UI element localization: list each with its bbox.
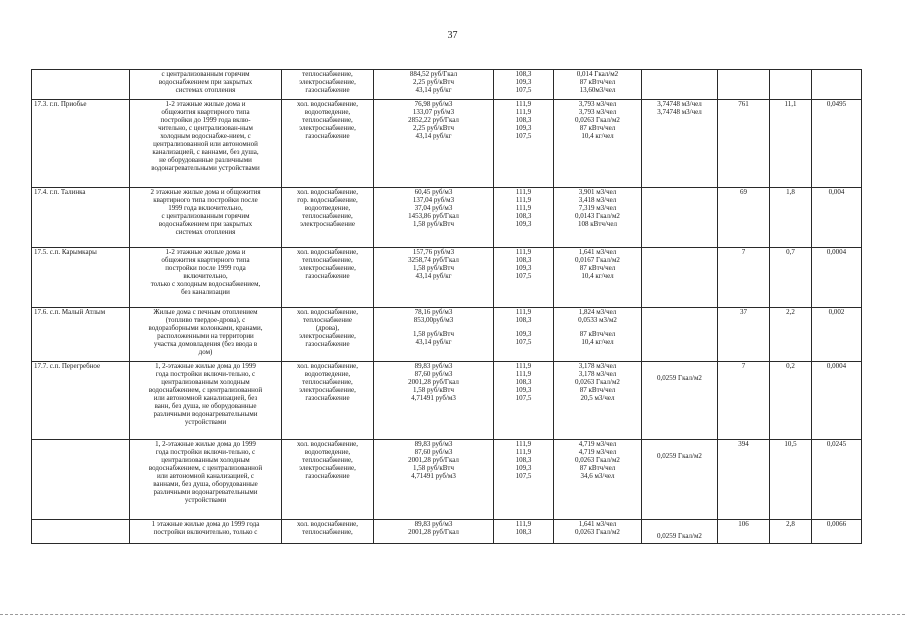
cell-line: года постройки включи-тельно, с <box>155 448 256 456</box>
cell-line: 1 этажные жилые дома до 1999 года <box>151 520 260 528</box>
description-cell <box>130 440 282 520</box>
cell-line: 1,641 м3/чел <box>578 248 617 256</box>
cell-line: водоснабжением, с централизованной <box>148 386 263 394</box>
cell-line: 43,14 руб/кг <box>415 272 452 280</box>
cell-line: 0,0167 Гкал/м2 <box>575 256 620 264</box>
cell-line: 111,9 <box>515 248 532 256</box>
cell-line: 109,3 <box>515 264 532 272</box>
cell-line: 0,0263 Гкал/м2 <box>575 378 620 386</box>
cell-line: централизованным холодным <box>161 456 250 464</box>
services-cell <box>282 70 374 100</box>
cell-line: 109,3 <box>515 78 532 86</box>
value-2-cell: 10,5 <box>770 440 812 520</box>
services-cell <box>282 308 374 362</box>
value-3-cell: 0,002 <box>812 308 862 362</box>
cell-line: 108,3 <box>515 256 532 264</box>
settlement-cell <box>32 70 130 100</box>
value-3-cell: 0,0066 <box>812 520 862 544</box>
cell-line: постройки после 1999 года <box>165 264 246 272</box>
cell-line: 10,4 кг/чел <box>581 272 614 280</box>
table-body <box>32 70 862 544</box>
cell-line: 0,0259 Гкал/м2 <box>657 374 702 382</box>
cell-line: газоснабжение <box>305 132 350 140</box>
cell-line: 108,3 <box>515 456 532 464</box>
norms-secondary-cell <box>642 188 718 248</box>
settlement-cell: 17.3. г.п. Приобье <box>32 100 130 188</box>
cell-line: без канализации <box>181 288 230 296</box>
cell-line: теплоснабжение, <box>302 256 353 264</box>
cell-line: 111,9 <box>515 370 532 378</box>
cell-line: 107,5 <box>515 472 532 480</box>
cell-line: 1,641 м3/чел <box>578 520 617 528</box>
settlement-cell: 17.4. г.п. Талинка <box>32 188 130 248</box>
norms-cell <box>554 70 642 100</box>
norms-secondary-cell <box>642 100 718 188</box>
cell-line: постройки до 1999 года вклю- <box>160 116 251 124</box>
tariffs-cell <box>374 440 494 520</box>
norms-secondary-cell <box>642 362 718 440</box>
norms-cell <box>554 362 642 440</box>
cell-line: 43,14 руб/кг <box>415 132 452 140</box>
cell-line: холодным водоснабже-нием, с <box>160 132 251 140</box>
cell-line: 111,9 <box>515 448 532 456</box>
norms-secondary-cell <box>642 248 718 308</box>
cell-line: различными водонагревательными <box>153 410 258 418</box>
cell-line: 108,3 <box>515 378 532 386</box>
cell-line: 78,16 руб/м3 <box>414 308 453 316</box>
cell-line: 10,4 кг/чел <box>581 132 614 140</box>
cell-line: гор. водоснабжение, <box>297 196 358 204</box>
cell-line: 43,14 руб/кг <box>415 338 452 346</box>
cell-line: 111,9 <box>515 308 532 316</box>
description-cell <box>130 70 282 100</box>
cell-line: газоснабжение <box>305 394 350 402</box>
index-cell <box>494 362 554 440</box>
norms-cell <box>554 520 642 544</box>
cell-line: электроснабжение, <box>299 386 356 394</box>
cell-line: 111,9 <box>515 520 532 528</box>
cell-line: устройствами <box>184 496 227 504</box>
cell-line: 3,74748 м3/чел <box>657 108 702 116</box>
cell-line: 2001,28 руб/Гкал <box>408 528 459 536</box>
cell-line: 1,58 руб/кВтч <box>413 264 454 272</box>
value-3-cell <box>812 70 862 100</box>
cell-line: 0,0263 Гкал/м2 <box>575 116 620 124</box>
index-cell <box>494 70 554 100</box>
value-1-cell <box>718 70 770 100</box>
services-cell <box>282 248 374 308</box>
cell-line: хол. водоснабжение, <box>297 188 358 196</box>
cell-line: 2001,28 руб/Гкал <box>408 378 459 386</box>
norms-cell <box>554 440 642 520</box>
cell-line: 3258,74 руб/Гкал <box>408 256 459 264</box>
cell-line: 111,9 <box>515 362 532 370</box>
norms-cell <box>554 308 642 362</box>
cell-line: газоснабжение <box>305 340 350 348</box>
cell-line: 4,719 м3/чел <box>578 440 617 448</box>
cell-line: теплоснабжение, <box>302 70 353 78</box>
services-cell <box>282 188 374 248</box>
cell-line: 111,9 <box>515 100 532 108</box>
cell-line: системах отопления <box>175 228 236 236</box>
cell-line: 107,5 <box>515 394 532 402</box>
cell-line: 108,3 <box>515 528 532 536</box>
cell-line: 4,71491 руб/м3 <box>411 394 456 402</box>
tariffs-cell <box>374 188 494 248</box>
cell-line: дом) <box>198 348 213 356</box>
cell-line: 1,58 руб/кВтч <box>413 386 454 394</box>
norms-secondary-cell <box>642 440 718 520</box>
cell-line: теплоснабжение, <box>302 528 353 536</box>
value-1-cell: 37 <box>718 308 770 362</box>
settlement-cell: 17.7. с.п. Перегребное <box>32 362 130 440</box>
value-1-cell: 106 <box>718 520 770 544</box>
value-3-cell: 0,0004 <box>812 248 862 308</box>
cell-line: 133,07 руб/м3 <box>412 108 455 116</box>
cell-line: 109,3 <box>515 124 532 132</box>
cell-line: 3,178 м3/чел <box>578 370 617 378</box>
cell-line: 3,793 м3/чел <box>578 108 617 116</box>
norms-secondary-cell <box>642 70 718 100</box>
cell-line: 2,25 руб/кВтч <box>413 124 454 132</box>
cell-line: теплоснабжение, <box>302 456 353 464</box>
table-row <box>32 308 862 362</box>
cell-line: 20,5 м3/чел <box>580 394 615 402</box>
tariffs-cell <box>374 520 494 544</box>
cell-line: водоснабжением при закрытых <box>158 220 253 228</box>
services-cell <box>282 362 374 440</box>
cell-line: 60,45 руб/м3 <box>414 188 453 196</box>
cell-line: 884,52 руб/Гкал <box>409 70 458 78</box>
tariff-table <box>31 69 862 544</box>
cell-line: (дрова), <box>315 324 340 332</box>
cell-line: 108 кВтч/чел <box>578 220 617 228</box>
cell-line: не оборудованные различными <box>159 156 252 164</box>
cell-line: 109,3 <box>515 464 532 472</box>
table-row <box>32 440 862 520</box>
cell-line: 1,58 руб/кВтч <box>413 220 454 228</box>
index-cell <box>494 308 554 362</box>
cell-line: 0,0143 Гкал/м2 <box>575 212 620 220</box>
tariffs-cell <box>374 248 494 308</box>
cell-line: водоразборными колонками, кранами, <box>148 324 263 332</box>
cell-line: теплоснабжение, <box>302 378 353 386</box>
cell-line: газоснабжение <box>305 272 350 280</box>
cell-line: теплоснабжение, <box>302 212 353 220</box>
cell-line: 108,3 <box>515 212 532 220</box>
value-2-cell: 2,8 <box>770 520 812 544</box>
cell-line: системах отопления <box>175 86 236 94</box>
description-cell <box>130 100 282 188</box>
cell-line: водоотведение, <box>304 370 351 378</box>
cell-line: или автономной канализацией, без <box>153 394 258 402</box>
table-row <box>32 362 862 440</box>
cell-line: 0,014 Гкал/м2 <box>576 70 619 78</box>
cell-line: 111,9 <box>515 440 532 448</box>
value-2-cell: 1,8 <box>770 188 812 248</box>
index-cell <box>494 248 554 308</box>
settlement-cell: 17.6. с.п. Малый Атлым <box>32 308 130 362</box>
value-1-cell: 761 <box>718 100 770 188</box>
cell-line: 111,9 <box>515 204 532 212</box>
cell-line: 108,3 <box>515 116 532 124</box>
value-2-cell <box>770 70 812 100</box>
cell-line: 108,3 <box>515 70 532 78</box>
cell-line: электроснабжение, <box>299 332 356 340</box>
cell-line: водоотведение, <box>304 448 351 456</box>
cell-line: 89,83 руб/м3 <box>414 362 453 370</box>
cell-line: 108,3 <box>515 316 532 324</box>
cell-line: 7,319 м3/чел <box>578 204 617 212</box>
tariffs-cell <box>374 100 494 188</box>
cell-line: расположенными на территории <box>157 332 254 340</box>
cell-line: водоотведение, <box>304 204 351 212</box>
page-bottom-rule <box>0 614 905 615</box>
services-cell <box>282 100 374 188</box>
value-1-cell: 394 <box>718 440 770 520</box>
index-cell <box>494 100 554 188</box>
value-3-cell: 0,0245 <box>812 440 862 520</box>
cell-line: 1-2 этажные жилые дома и <box>165 248 246 256</box>
cell-line: теплоснабжение, <box>302 116 353 124</box>
cell-line: 87,60 руб/м3 <box>414 370 453 378</box>
cell-line: 89,83 руб/м3 <box>414 520 453 528</box>
cell-line: 1,58 руб/кВтч <box>413 464 454 472</box>
cell-line: года постройки включи-тельно, с <box>155 370 256 378</box>
description-cell <box>130 520 282 544</box>
cell-line: 13,60м3/чел <box>579 86 616 94</box>
cell-line: 109,3 <box>515 330 532 338</box>
cell-line: ванн, без душа, не оборудованные <box>154 402 257 410</box>
cell-line: 3,418 м3/чел <box>578 196 617 204</box>
index-cell <box>494 188 554 248</box>
cell-line: теплоснабжение <box>303 316 352 324</box>
cell-line: 1453,86 руб/Гкал <box>408 212 459 220</box>
norms-cell <box>554 188 642 248</box>
tariffs-cell <box>374 70 494 100</box>
cell-line: 2 этажные жилые дома и общежития <box>150 188 261 196</box>
cell-line: электроснабжение, <box>299 264 356 272</box>
value-2-cell: 0,2 <box>770 362 812 440</box>
cell-line: 107,5 <box>515 338 532 346</box>
cell-line: квартирного типа постройки после <box>153 196 258 204</box>
cell-line: 107,5 <box>515 272 532 280</box>
cell-line: 1, 2-этажные жилые дома до 1999 <box>155 440 256 448</box>
cell-line: 37,04 руб/м3 <box>414 204 453 212</box>
cell-line: 157,76 руб/м3 <box>412 248 455 256</box>
cell-line: (топливо твердое-дрова), с <box>165 316 246 324</box>
cell-line: канализацией, с ваннами, без душа, <box>152 148 259 156</box>
cell-line: 87 кВтч/чел <box>579 464 616 472</box>
cell-line: электроснабжение, <box>299 464 356 472</box>
cell-line: 0,0533 м3/м2 <box>578 316 617 324</box>
cell-line: водоотведение, <box>304 108 351 116</box>
value-2-cell: 11,1 <box>770 100 812 188</box>
services-cell <box>282 520 374 544</box>
cell-line: 109,3 <box>515 386 532 394</box>
norms-cell <box>554 100 642 188</box>
cell-line: 2852,22 руб/Гкал <box>408 116 459 124</box>
cell-line: 111,9 <box>515 188 532 196</box>
cell-line: хол. водоснабжение, <box>297 248 358 256</box>
cell-line: электроснабжение, <box>299 124 356 132</box>
cell-line: 0,0263 Гкал/м2 <box>575 456 620 464</box>
cell-line: 0,0259 Гкал/м2 <box>657 532 702 540</box>
description-cell <box>130 362 282 440</box>
cell-line: водонагревательными устройствами <box>151 164 260 172</box>
value-3-cell: 0,0495 <box>812 100 862 188</box>
cell-line: 111,9 <box>515 196 532 204</box>
description-cell <box>130 308 282 362</box>
value-3-cell: 0,0004 <box>812 362 862 440</box>
table-row <box>32 70 862 100</box>
cell-line: 0,0263 Гкал/м2 <box>575 528 620 536</box>
tariffs-cell <box>374 362 494 440</box>
cell-line: 3,178 м3/чел <box>578 362 617 370</box>
cell-line: общежития квартирного типа <box>161 256 250 264</box>
cell-line: 76,98 руб/м3 <box>414 100 453 108</box>
cell-line: 107,5 <box>515 132 532 140</box>
cell-line: 111,9 <box>515 108 532 116</box>
cell-line: электроснабжение, <box>299 78 356 86</box>
cell-line: 2001,28 руб/Гкал <box>408 456 459 464</box>
cell-line: 43,14 руб/кг <box>415 86 452 94</box>
cell-line: 107,5 <box>515 86 532 94</box>
value-2-cell: 0,7 <box>770 248 812 308</box>
cell-line: различными водонагревательными <box>153 488 258 496</box>
cell-line: 137,04 руб/м3 <box>412 196 455 204</box>
cell-line: с централизованным горячим <box>161 212 250 220</box>
cell-line: 87,60 руб/м3 <box>414 448 453 456</box>
cell-line: водоснабжением, с централизованной <box>148 464 263 472</box>
cell-line: хол. водоснабжение, <box>297 520 358 528</box>
value-1-cell: 7 <box>718 248 770 308</box>
cell-line: хол. водоснабжение, <box>297 308 358 316</box>
cell-line: общежития квартирного типа <box>161 108 250 116</box>
cell-line: 4,719 м3/чел <box>578 448 617 456</box>
cell-line: 1,824 м3/чел <box>578 308 617 316</box>
value-3-cell: 0,004 <box>812 188 862 248</box>
cell-line: 87 кВтч/чел <box>579 330 616 338</box>
cell-line: водоснабжением при закрытых <box>158 78 253 86</box>
cell-line: хол. водоснабжение, <box>297 100 358 108</box>
cell-line: 3,901 м3/чел <box>578 188 617 196</box>
cell-line: постройки включительно, только с <box>153 528 258 536</box>
cell-line: 2,25 руб/кВтч <box>413 78 454 86</box>
cell-line: только с холодным водоснабжением, <box>150 280 261 288</box>
cell-line: 87 кВтч/чел <box>579 78 616 86</box>
table-row <box>32 520 862 544</box>
cell-line: 4,71491 руб/м3 <box>411 472 456 480</box>
table-row <box>32 188 862 248</box>
cell-line: 3,74748 м3/чел <box>657 100 702 108</box>
cell-line: 34,6 м3/чел <box>580 472 615 480</box>
value-2-cell: 2,2 <box>770 308 812 362</box>
cell-line: 87 кВтч/чел <box>579 264 616 272</box>
norms-cell <box>554 248 642 308</box>
cell-line: хол. водоснабжение, <box>297 440 358 448</box>
value-1-cell: 69 <box>718 188 770 248</box>
settlement-cell <box>32 440 130 520</box>
cell-line: хол. водоснабжение, <box>297 362 358 370</box>
table-row <box>32 100 862 188</box>
index-cell <box>494 520 554 544</box>
cell-line: газоснабжение <box>305 86 350 94</box>
cell-line: Жилые дома с печным отоплением <box>153 308 258 316</box>
cell-line: централизованным холодным <box>161 378 250 386</box>
cell-line: электроснабжение <box>300 220 355 228</box>
cell-line: 1-2 этажные жилые дома и <box>165 100 246 108</box>
cell-line: 1, 2-этажные жилые дома до 1999 <box>155 362 256 370</box>
cell-line: или автономной канализацией, с <box>156 472 255 480</box>
cell-line: 109,3 <box>515 220 532 228</box>
cell-line: чительно, с централизован-ным <box>158 124 253 132</box>
cell-line: участка домовладения (без ввода в <box>153 340 258 348</box>
cell-line: 87 кВтч/чел <box>579 386 616 394</box>
norms-secondary-cell <box>642 308 718 362</box>
cell-line: централизованной или автономной <box>153 140 258 148</box>
settlement-cell: 17.5. с.п. Карымкары <box>32 248 130 308</box>
settlement-cell <box>32 520 130 544</box>
page-number: 37 <box>447 30 458 41</box>
cell-line: 87 кВтч/чел <box>579 124 616 132</box>
cell-line: 89,83 руб/м3 <box>414 440 453 448</box>
cell-line: устройствами <box>184 418 227 426</box>
cell-line: 853,00руб/м3 <box>413 316 454 324</box>
cell-line: 10,4 кг/чел <box>581 338 614 346</box>
cell-line: 0,0259 Гкал/м2 <box>657 452 702 460</box>
cell-line: 3,793 м3/чел <box>578 100 617 108</box>
cell-line: включительно, <box>183 272 228 280</box>
norms-secondary-cell <box>642 520 718 544</box>
index-cell <box>494 440 554 520</box>
cell-line: ваннами, без душа, оборудованные <box>153 480 258 488</box>
cell-line: 1999 года включительно, <box>168 204 243 212</box>
services-cell <box>282 440 374 520</box>
cell-line: с централизованным горячим <box>161 70 250 78</box>
description-cell <box>130 248 282 308</box>
description-cell <box>130 188 282 248</box>
tariffs-cell <box>374 308 494 362</box>
cell-line: 1,58 руб/кВтч <box>413 330 454 338</box>
cell-line: газоснабжение <box>305 472 350 480</box>
table-row <box>32 248 862 308</box>
value-1-cell: 7 <box>718 362 770 440</box>
